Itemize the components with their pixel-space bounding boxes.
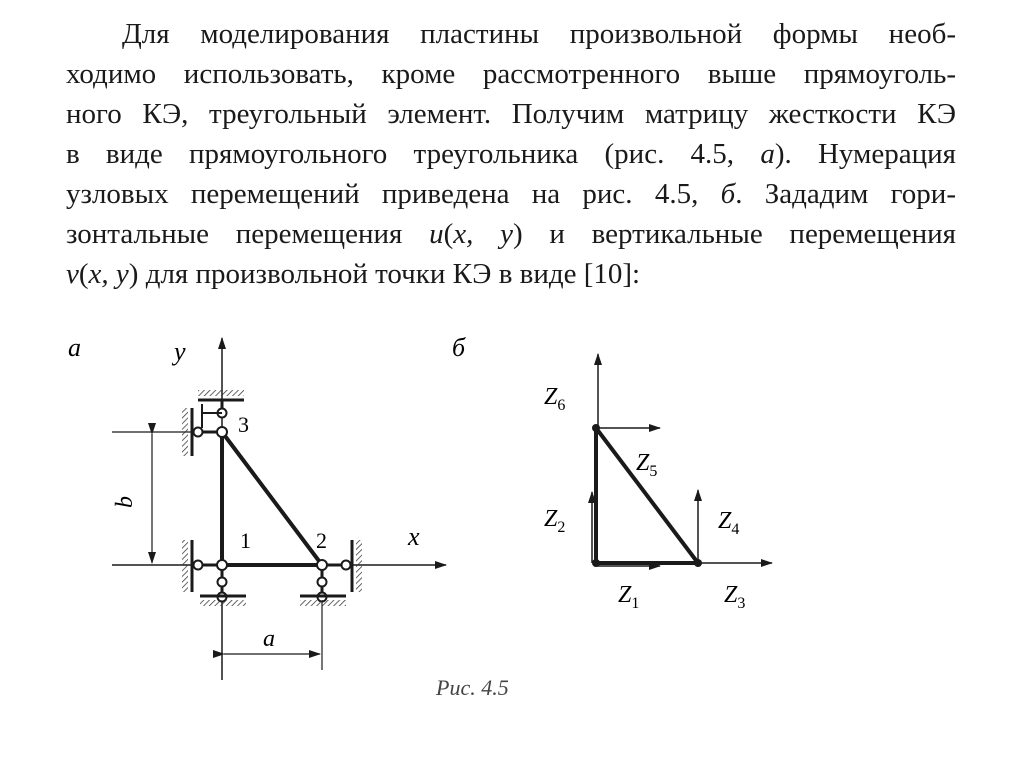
math-xy: x, y <box>88 258 129 290</box>
node-3-label: 3 <box>238 412 249 437</box>
x-axis-label: x <box>408 522 420 551</box>
math-v: v <box>66 258 79 290</box>
figure-caption: Рис. 4.5 <box>436 675 509 700</box>
z3-label: $Z_3$ <box>724 582 746 612</box>
italic-ref-b: б <box>720 178 736 210</box>
hinge-node-3 <box>217 427 227 437</box>
text-segment: в виде прямоугольного треугольника (рис. 4.5, <box>66 138 761 170</box>
text-segment: ( <box>443 218 454 250</box>
math-u: u <box>429 218 444 250</box>
panel-a-diagram <box>112 337 446 680</box>
z2-label: $Z_2$ <box>544 506 566 536</box>
text-line: ходимо использовать, кроме рассмотренного выше прямоуголь- <box>66 58 956 90</box>
dimension-a-label: a <box>263 626 275 652</box>
text-segment: ) и вертикальные перемещения <box>512 218 956 250</box>
panel-a-label: а <box>68 333 81 362</box>
figure-4-5 <box>0 320 1024 740</box>
text-line <box>66 134 956 174</box>
text-line <box>66 254 956 294</box>
text-line: ного КЭ, треугольный элемент. Получим матрицу жесткости КЭ <box>66 98 956 130</box>
text-segment: . Зададим гори- <box>735 178 956 210</box>
triangle-element <box>596 428 698 563</box>
text-line <box>66 174 956 214</box>
y-axis-label: y <box>174 337 186 366</box>
text-segment: узловых перемещений приведена на рис. 4.5, <box>66 178 721 210</box>
text-segment: ) для произвольной точки КЭ в виде [10]: <box>128 258 641 290</box>
text-line <box>66 214 956 254</box>
node-2-label: 2 <box>316 528 327 553</box>
z6-label: $Z_6$ <box>544 384 566 414</box>
hinge-node-2 <box>317 560 327 570</box>
text-segment: ( <box>78 258 89 290</box>
z5-label: $Z_5$ <box>636 450 658 480</box>
dimension-b-label: b <box>112 496 138 508</box>
support-node-1 <box>182 540 246 606</box>
text-segment: ). Нумерация <box>774 138 956 170</box>
hinge-node-1 <box>217 560 227 570</box>
body-paragraph <box>66 14 956 294</box>
triangle-element <box>222 432 322 565</box>
italic-ref-a: а <box>760 138 775 170</box>
panel-b-label: б <box>452 333 466 362</box>
math-xy: x, y <box>453 218 513 250</box>
text-line: Для моделирования пластины произвольной формы необ- <box>122 18 956 50</box>
text-segment: зонтальные перемещения <box>66 218 430 250</box>
panel-b-diagram <box>544 354 772 612</box>
z4-label: $Z_4$ <box>718 508 740 538</box>
node-1-label: 1 <box>240 528 251 553</box>
z1-label: $Z_1$ <box>618 582 640 612</box>
